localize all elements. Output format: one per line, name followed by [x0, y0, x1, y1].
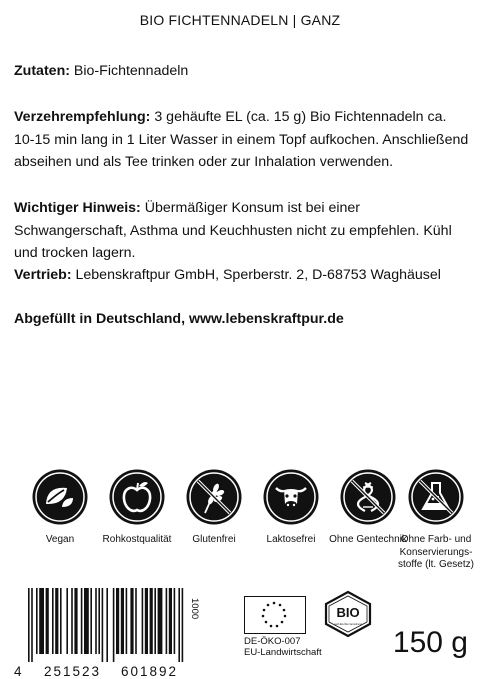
- recommendation-text: 3 gehäufte EL (ca. 15 g) Bio Fichtennadeln ca. 10-15 min lang in 1 Liter Wasser in einem Topf aufkochen. Anschließend abseihen und als Tee trinken oder zur Inhalation verwenden.: [14, 109, 469, 170]
- barcode-bar: [113, 588, 115, 662]
- barcode-bar: [102, 588, 104, 662]
- barcode-bar: [81, 588, 83, 654]
- distribution-line: [14, 264, 470, 287]
- barcode-first-digit: 4: [14, 664, 22, 679]
- bio-seal-text: BIO: [336, 605, 360, 620]
- barcode-bar: [154, 588, 156, 654]
- bio-seal-logo: [322, 590, 374, 638]
- vegan-icon: [31, 468, 89, 526]
- barcode-bar: [174, 588, 176, 654]
- recommendation-label: Verzehrempfehlung:: [14, 109, 151, 125]
- barcode-bar: [46, 588, 49, 654]
- barcode-bar: [74, 588, 77, 654]
- eu-organic-logo: [244, 596, 306, 634]
- barcode-bar: [60, 588, 62, 654]
- ingredients-label: Zutaten:: [14, 63, 70, 79]
- barcode-bar: [66, 588, 68, 654]
- barcode-bar: [31, 588, 33, 662]
- barcode-bars: [16, 588, 212, 662]
- icon-row: [0, 468, 480, 598]
- icon-caption: Ohne Farb- und Konservierungs-stoffe (lt. Gesetz): [398, 534, 474, 570]
- icon-caption: Ohne Gentechnik: [329, 534, 407, 545]
- barcode-bar: [178, 588, 180, 662]
- barcode-group-1: 251523: [44, 664, 102, 679]
- ingredients-text: Bio-Fichtennadeln: [73, 63, 189, 79]
- barcode-bar: [84, 588, 89, 654]
- barcode-bar: [90, 588, 92, 654]
- eu-agriculture-text: EU-Landwirtschaft: [244, 647, 322, 658]
- barcode-bar: [52, 588, 54, 654]
- barcode-bar: [135, 588, 137, 654]
- barcode-bar: [150, 588, 153, 654]
- icon-cell-lactose: [251, 468, 331, 547]
- apple-icon: [108, 468, 166, 526]
- icon-cell-raw: [97, 468, 177, 547]
- bio-seal-small-text: nach EG-Öko-Verordnung: [334, 623, 362, 626]
- product-title: BIO FICHTENNADELN | GANZ: [139, 12, 341, 28]
- wheat-crossed-icon: [185, 468, 243, 526]
- barcode-bar: [130, 588, 133, 654]
- icon-cell-preservatives: [396, 468, 476, 572]
- notice-paragraph: [14, 197, 470, 265]
- barcode-bar: [121, 588, 124, 654]
- distribution-text: Lebenskraftpur GmbH, Sperberstr. 2, D-68753 Waghäusel: [75, 267, 441, 283]
- barcode-bar: [106, 588, 108, 662]
- side-code: 1000: [189, 598, 200, 620]
- barcode-bar: [158, 588, 163, 654]
- notice-label: Wichtiger Hinweis:: [14, 200, 141, 216]
- barcode-bar: [95, 588, 97, 654]
- icon-cell-gluten: [174, 468, 254, 547]
- barcode-bar: [182, 588, 184, 662]
- barcode-bar: [39, 588, 44, 654]
- eu-control-code: DE-ÖKO-007: [244, 636, 301, 647]
- icon-caption: Rohkostqualität: [102, 534, 172, 545]
- barcode-bar: [126, 588, 128, 654]
- icon-caption: Vegan: [45, 534, 75, 545]
- barcode-bar: [71, 588, 73, 654]
- barcode-bar: [169, 588, 172, 654]
- barcode-bar: [55, 588, 58, 654]
- bottled-line: Abgefüllt in Deutschland, www.lebenskraftpur.de: [14, 311, 344, 327]
- icon-caption: Laktosefrei: [266, 534, 316, 545]
- icon-caption: Glutenfrei: [192, 534, 236, 545]
- barcode-bar: [36, 588, 38, 654]
- barcode-bar: [28, 588, 30, 662]
- flask-crossed-icon: [407, 468, 465, 526]
- barcode-group-2: 601892: [121, 664, 179, 679]
- barcode-bar: [98, 588, 100, 654]
- barcode-bar: [116, 588, 119, 654]
- recommendation-paragraph: [14, 106, 470, 174]
- barcode-bar: [145, 588, 148, 654]
- barcode: [16, 588, 212, 668]
- net-weight: 150 g: [392, 626, 468, 659]
- cow-crossed-icon: [262, 468, 320, 526]
- distribution-label: Vertrieb:: [14, 267, 72, 283]
- icon-cell-vegan: [20, 468, 100, 547]
- eu-logo-caption: [244, 636, 322, 658]
- ingredients-line: [14, 60, 470, 83]
- dna-crossed-icon: [339, 468, 397, 526]
- barcode-bar: [166, 588, 168, 654]
- notice-text: Übermäßiger Konsum ist bei einer Schwangerschaft, Asthma und Keuchhusten nicht zu empfehlen. Kühl und trocken lagern.: [14, 200, 452, 261]
- barcode-bar: [142, 588, 144, 654]
